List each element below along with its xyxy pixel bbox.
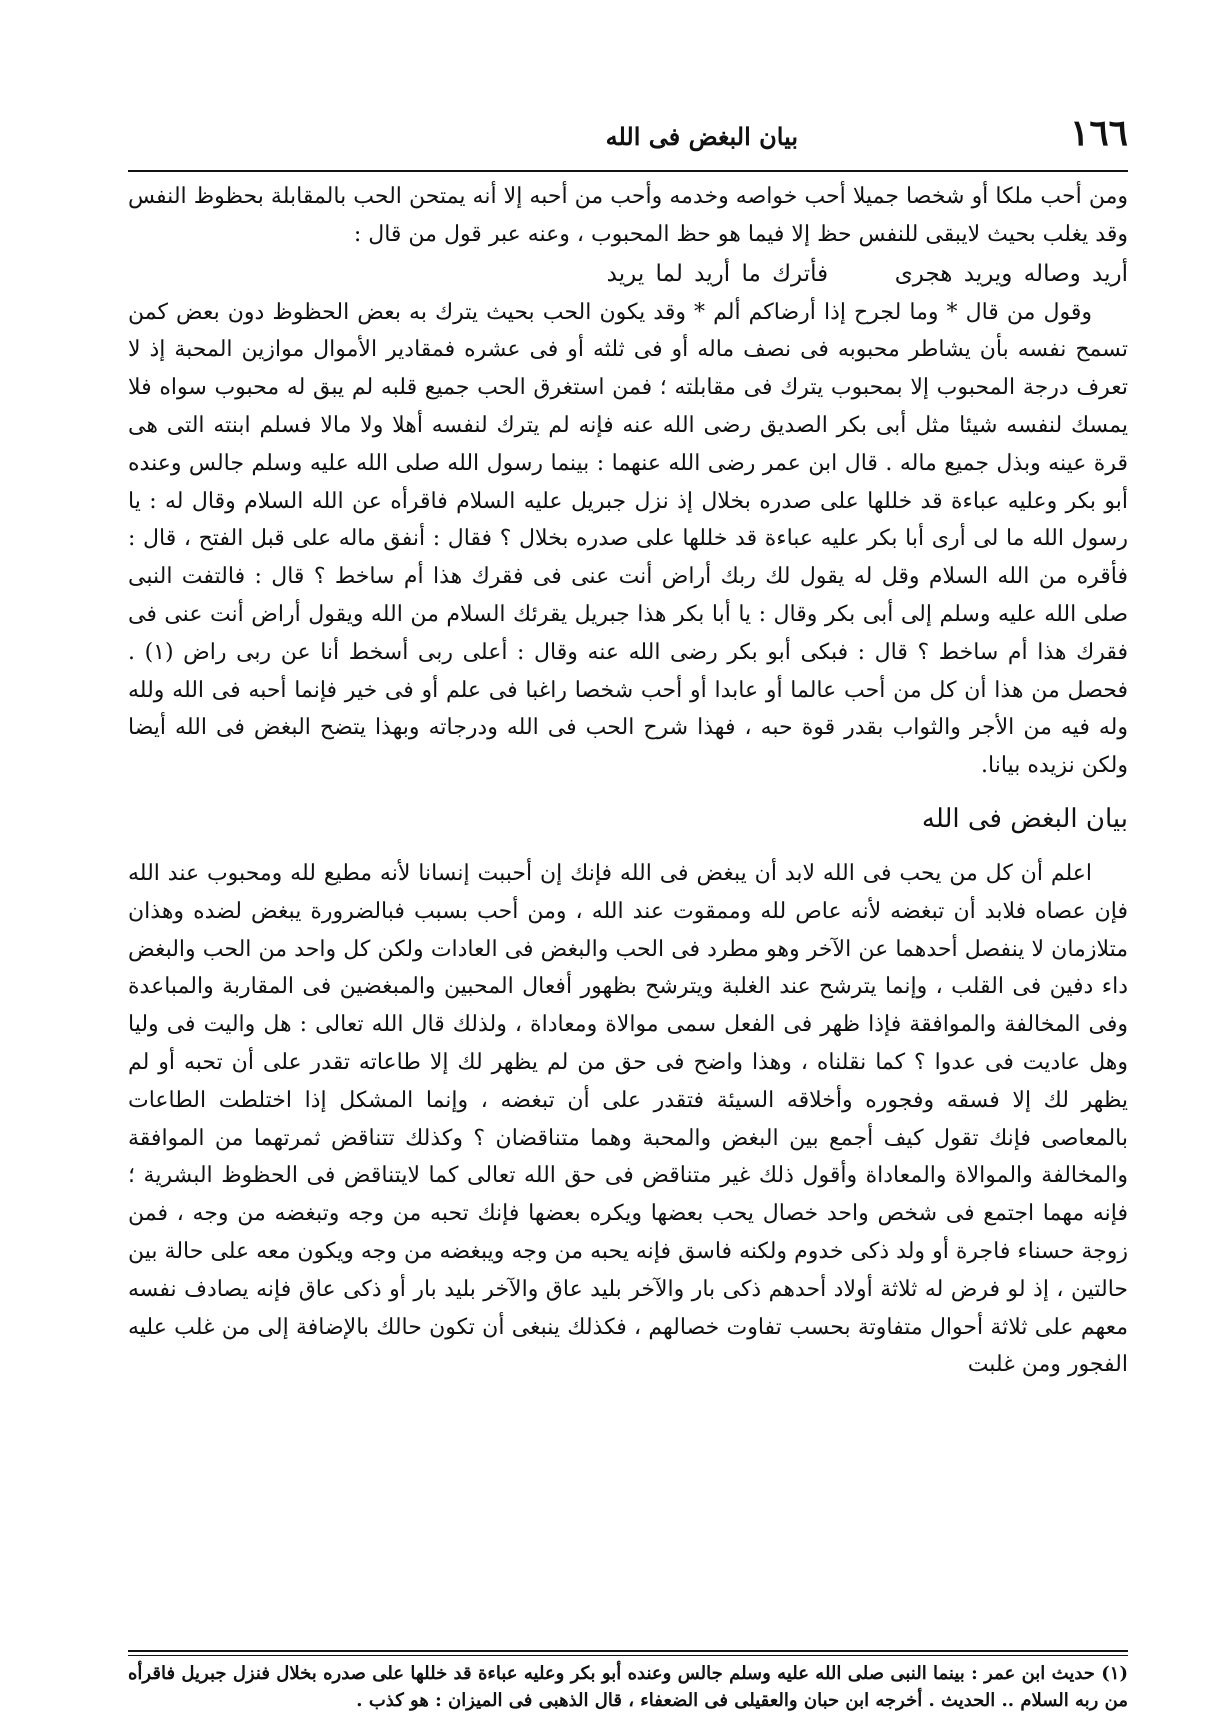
footnote-separator bbox=[128, 1650, 1128, 1656]
paragraph-hatred-in-god: اعلم أن كل من يحب فى الله لابد أن يبغض فى الله فإنك إن أحببت إنسانا لأنه مطيع لله ومحبوب عند الله فإن عصاه فلابد أن تبغضه لأنه عاص لله وممقوت عند الله ، ومن أحب بسبب فبالضرورة يبغض لضده وهذان متلازمان لا ينفصل أحدهما عن الآخر وهو مطرد فى الحب والبغض فى العادات ولكن كل واحد من الحب والبغض داء دفين فى القلب ، وإنما يترشح عند الغلبة ويترشح بظهور أفعال المحبين والمبغضين فى المقاربة والمباعدة وفى المخالفة والموافقة فإذا ظهر فى الفعل سمى موالاة ومعاداة ، ولذلك قال الله تعالى : هل واليت فى وليا وهل عاديت فى عدوا ؟ كما نقلناه ، وهذا واضح فى حق من لم يظهر لك إلا طاعاته تقدر على أن تحبه أو لم يظهر لك إلا فسقه وفجوره وأخلاقه السيئة فتقدر على أن تبغضه ، وإنما المشكل إذا اختلطت الطاعات بالمعاصى فإنك تقول كيف أجمع بين البغض والمحبة وهما متناقضان ؟ وكذلك تتناقض ثمرتهما من الموافقة والمخالفة والموالاة والمعاداة وأقول ذلك غير متناقض فى حق الله تعالى كما لايتناقض فى الحظوظ البشرية ؛ فإنه مهما اجتمع فى شخص واحد خصال يحب بعضها ويكره بعضها فإنك تحبه من وجه وتبغضه من وجه ، فمن زوجة حسناء فاجرة أو ولد ذكى خدوم ولكنه فاسق فإنه يحبه من وجه ويبغضه من وجه ويكون معه على حالة بين حالتين ، إذ لو فرض له ثلاثة أولاد أحدهم ذكى بار والآخر بليد عاق والآخر بليد بار أو ذكى عاق فإنه يصادف نفسه معهم على ثلاثة أحوال متفاوتة بحسب تفاوت خصالهم ، فكذلك ينبغى أن تكون حالك بالإضافة إلى من غلب عليه الفجور ومن غلبت bbox=[128, 860, 1129, 1378]
main-text bbox=[128, 178, 1128, 1384]
poetry-verse bbox=[128, 254, 1128, 294]
page-header bbox=[128, 112, 1128, 168]
paragraph-love-degrees: وقول من قال * وما لجرح إذا أرضاكم ألم * وقد يكون الحب بحيث يترك به بعض الحظوظ دون بعض كمن تسمح نفسه بأن يشاطر محبوبه فى نصف ماله أو فى ثلثه أو فى عشره فمقادير الأموال موازين المحبة إذ لا تعرف درجة المحبوب إلا بمحبوب يترك فى مقابلته ؛ فمن استغرق الحب جميع قلبه لم يبق له محبوب سواه فلا يمسك لنفسه شيئا مثل أبى بكر الصديق رضى الله عنه فإنه لم يترك لنفسه أهلا ولا مالا فسلم ابنته التى هى قرة عينه وبذل جميع ماله . قال ابن عمر رضى الله عنهما : بينما رسول الله صلى الله عليه وسلم جالس وعنده أبو بكر وعليه عباءة قد خللها على صدره بخلال إذ نزل جبريل عليه السلام فاقرأه عن الله السلام وقال له : يا رسول الله ما لى أرى أبا بكر عليه عباءة قد خللها على صدره بخلال ؟ فقال : أنفق ماله على قبل الفتح ، قال : فأقره من الله السلام وقل له يقول لك ربك أراض أنت عنى فى فقرك هذا أم ساخط ؟ قال : فالتفت النبى صلى الله عليه وسلم إلى أبى بكر وقال : يا أبا بكر هذا جبريل يقرئك السلام من الله ويقول أراض أنت عنى فى فقرك هذا أم ساخط ؟ قال : فبكى أبو بكر رضى الله عنه وقال : أعلى ربى أسخط أنا عن ربى راض (١) . فحصل من هذا أن كل من أحب عالما أو عابدا أو أحب شخصا راغبا فى علم أو فى خير فإنما أحبه فى الله ولله وله فيه من الأجر والثواب بقدر قوة حبه ، فهذا شرح الحب فى الله ودرجاته وبهذا يتضح البغض فى الله أيضا ولكن نزيده بيانا. bbox=[128, 299, 1128, 779]
footnote-1: (١) حديث ابن عمر : بينما النبى صلى الله عليه وسلم جالس وعنده أبو بكر وعليه عباءة قد خللها على صدره بخلال فنزل جبريل فاقرأه من ربه السلام .. الحديث . أخرجه ابن حبان والعقيلى فى الضعفاء ، قال الذهبى فى الميزان : هو كذب . bbox=[128, 1663, 1128, 1711]
footnote-rule-thick bbox=[128, 1650, 1128, 1652]
header-rule bbox=[128, 170, 1128, 172]
footnote-rule-thin bbox=[128, 1655, 1128, 1656]
running-title: بيان البغض فى الله bbox=[605, 122, 798, 151]
section-heading: بيان البغض فى الله bbox=[921, 803, 1128, 834]
verse-hemistich-second: فأترك ما أريد لما يريد bbox=[606, 260, 829, 287]
paragraph-opening: ومن أحب ملكا أو شخصا جميلا أحب خواصه وخدمه وأحب من أحبه إلا أنه يمتحن الحب بالمقابلة بحظوظ النفس وقد يغلب بحيث لايبقى للنفس حظ إلا فيما هو حظ المحبوب ، وعنه عبر قول من قال : bbox=[128, 184, 1128, 247]
verse-hemistich-first: أريد وصاله ويريد هجرى bbox=[894, 260, 1128, 287]
page-number: ١٦٦ bbox=[1069, 112, 1128, 154]
footnotes bbox=[128, 1660, 1128, 1714]
book-page bbox=[128, 112, 1129, 1711]
